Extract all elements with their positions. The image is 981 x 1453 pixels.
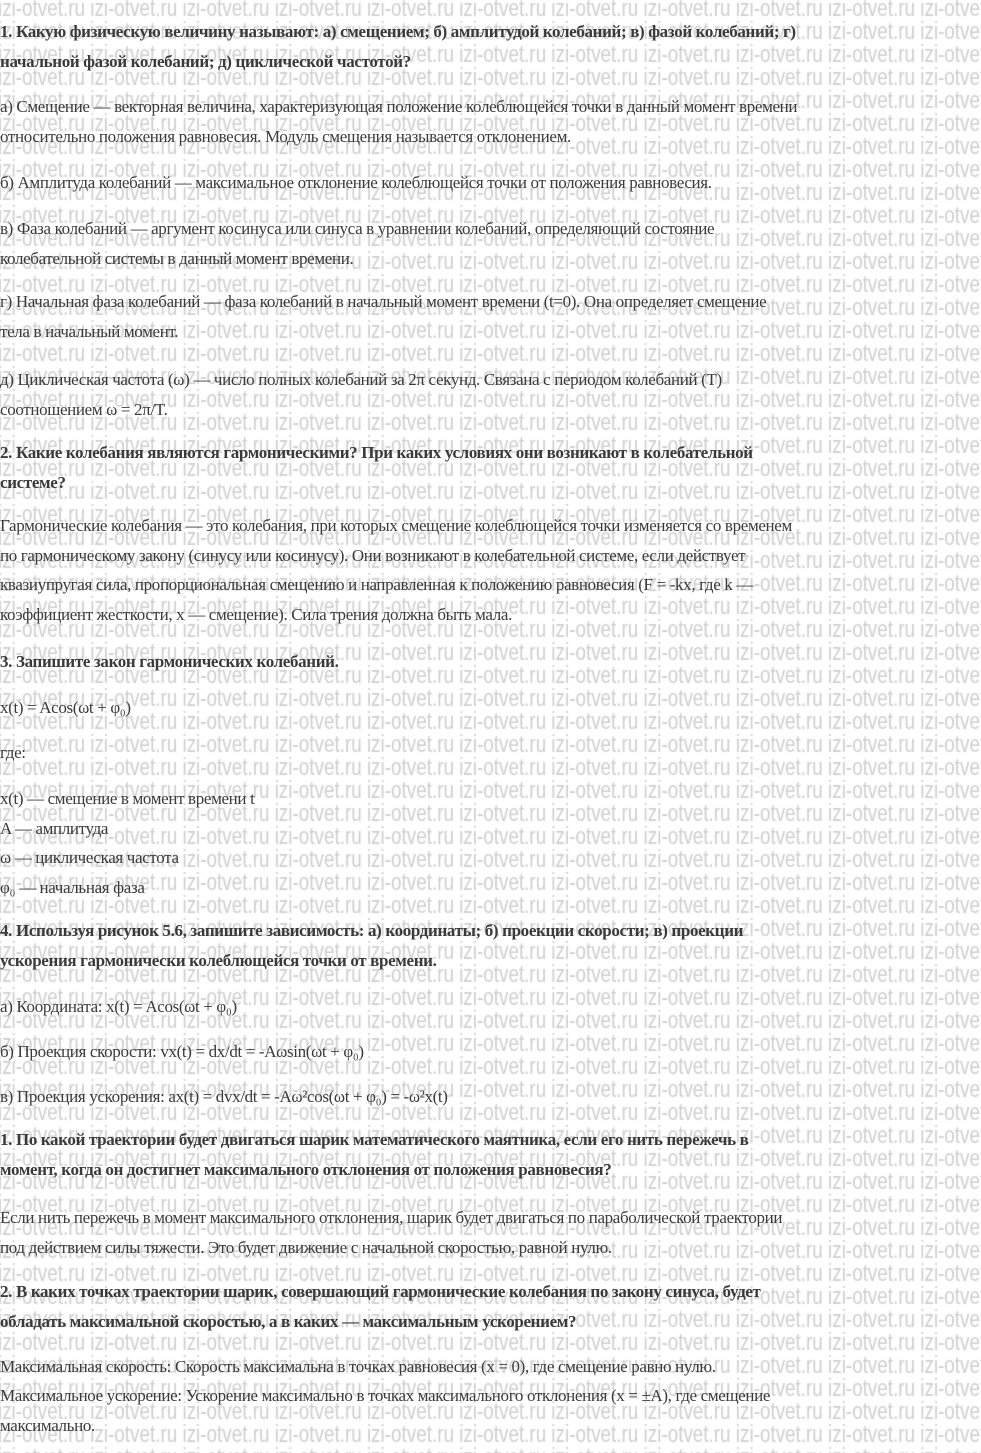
text-line: 1. Какую физическую величину называют: а) смещением; б) амплитудой колебаний; в) фазой колебаний; г) (0, 22, 796, 41)
text-line: 2. В каких точках траектории шарик, совершающий гармонические колебания по закону синуса, будет (0, 1282, 761, 1301)
text-line: где: (0, 743, 26, 762)
text-line: x(t) — смещение в момент времени t (0, 789, 255, 808)
answer-paragraph (0, 92, 981, 151)
answer-paragraph (0, 168, 981, 198)
text-line: 2. Какие колебания являются гармоническими? При каких условиях они возникают в колебательной (0, 443, 753, 462)
text-line: 1. По какой траектории будет двигаться шарик математического маятника, если его нить пережечь в (0, 1130, 749, 1149)
text-line: A — амплитуда (0, 818, 109, 838)
text-line: по гармоническому закону (синусу или косинусу). Они возникают в колебательной системе, если действует (0, 545, 746, 565)
answer-paragraph (0, 738, 981, 768)
text-line: г) Начальная фаза колебаний — фаза колебаний в начальный момент времени (t=0). Она определяет смещение (0, 292, 767, 311)
answer-paragraph (0, 287, 981, 346)
text-line: 4. Используя рисунок 5.6, запишите зависимость: а) координаты; б) проекции скорости; в) проекции (0, 921, 744, 940)
answer-paragraph (0, 1381, 981, 1440)
answer-paragraph (0, 693, 981, 723)
answer-paragraph (0, 784, 981, 902)
text-line: соотношением ω = 2π/T. (0, 399, 168, 419)
text-line: а) Смещение — векторная величина, характеризующая положение колеблющейся точки в данный момент времени (0, 97, 798, 116)
answer-paragraph (0, 511, 981, 629)
question-heading (0, 916, 981, 975)
text-line: в) Проекция ускорения: ax(t) = dvx/dt = -Aω²cos(ωt + φ₀) = -ω²x(t) (0, 1087, 448, 1106)
text-line: относительно положения равновесия. Модуль смещения называется отклонением. (0, 126, 571, 146)
text-line: момент, когда он достигнет максимального отклонения от положения равновесия? (0, 1159, 612, 1179)
text-line: φ₀ — начальная фаза (0, 877, 145, 897)
answer-paragraph (0, 992, 981, 1022)
text-line: ускорения гармонически колеблющейся точки от времени. (0, 950, 437, 970)
text-line: под действием силы тяжести. Это будет движение с начальной скоростью, равной нулю. (0, 1237, 612, 1257)
answer-paragraph (0, 1082, 981, 1112)
text-line: обладать максимальной скоростью, а в каких — максимальным ускорением? (0, 1311, 577, 1331)
text-line: начальной фазой колебаний; д) циклической частотой? (0, 51, 411, 71)
text-line: Гармонические колебания — это колебания, при которых смещение колеблющейся точки изменяется со временем (0, 516, 792, 535)
question-heading (0, 17, 981, 76)
text-line: Максимальная скорость: Скорость максимальна в точках равновесия (x = 0), где смещение равно нулю. (0, 1357, 716, 1376)
text-line: ω — циклическая частота (0, 848, 179, 867)
text-line: д) Циклическая частота (ω) — число полных колебаний за 2π секунд. Связана с периодом колебаний (T) (0, 370, 722, 389)
text-line: системе? (0, 472, 66, 492)
text-line: x(t) = Acos(ωt + φ₀) (0, 698, 131, 717)
answer-paragraph (0, 365, 981, 424)
text-line: максимально. (0, 1415, 95, 1435)
question-heading (0, 647, 981, 677)
text-line: б) Проекция скорости: vx(t) = dx/dt = -Aωsin(ωt + φ₀) (0, 1042, 364, 1061)
question-heading (0, 438, 981, 497)
answer-paragraph (0, 1203, 981, 1262)
text-line: Если нить пережечь в момент максимального отклонения, шарик будет двигаться по параболической траектории (0, 1208, 783, 1227)
text-line: б) Амплитуда колебаний — максимальное отклонение колеблющейся точки от положения равновесия. (0, 173, 712, 192)
question-heading (0, 1277, 981, 1336)
answer-paragraph (0, 214, 981, 273)
text-line: 3. Запишите закон гармонических колебаний. (0, 652, 339, 671)
text-line: квазиупругая сила, пропорциональная смещению и направленная к положению равновесия (F = -kx, где k — (0, 575, 753, 594)
text-line: а) Координата: x(t) = Acos(ωt + φ₀) (0, 997, 237, 1016)
text-line: тела в начальный момент. (0, 321, 179, 341)
text-line: в) Фаза колебаний — аргумент косинуса или синуса в уравнении колебаний, определяющий состояние (0, 219, 715, 238)
answer-paragraph (0, 1352, 981, 1382)
question-heading (0, 1125, 981, 1184)
text-line: Максимальное ускорение: Ускорение максимально в точках максимального отклонения (x = ±A), где смещение (0, 1386, 771, 1405)
text-line: колебательной системы в данный момент времени. (0, 248, 354, 268)
answer-paragraph (0, 1037, 981, 1067)
text-line: коэффициент жесткости, x — смещение). Сила трения должна быть мала. (0, 604, 512, 624)
